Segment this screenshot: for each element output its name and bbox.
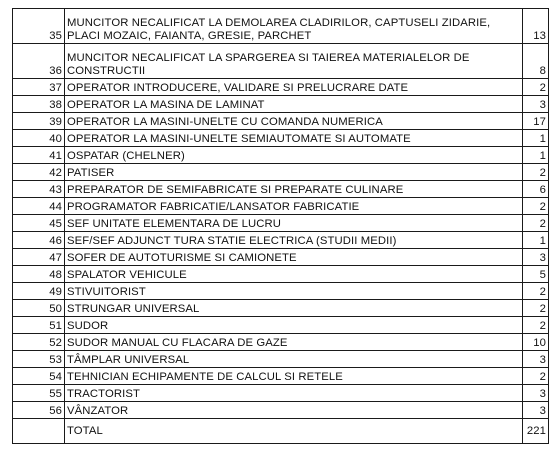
position-count: 1 bbox=[523, 147, 549, 164]
position-count: 8 bbox=[523, 44, 549, 79]
occupation-name bbox=[65, 9, 523, 44]
occupation-name-line: OPERATOR LA MASINI-UNELTE SEMIAUTOMATE SI AUTOMATE bbox=[67, 133, 411, 145]
table-row bbox=[13, 351, 549, 368]
table-row bbox=[13, 164, 549, 181]
occupation-name-line: TEHNICIAN ECHIPAMENTE DE CALCUL SI RETELE bbox=[67, 371, 343, 383]
occupation-name-line: SUDOR bbox=[67, 320, 109, 332]
table-row bbox=[13, 9, 549, 44]
table-row bbox=[13, 283, 549, 300]
occupation-name-line: OSPATAR (CHELNER) bbox=[67, 150, 185, 162]
table-body bbox=[13, 9, 549, 444]
occupation-name bbox=[65, 164, 523, 181]
table-row bbox=[13, 368, 549, 385]
table-row bbox=[13, 130, 549, 147]
table-row bbox=[13, 147, 549, 164]
row-number: 46 bbox=[13, 232, 65, 249]
row-number: 37 bbox=[13, 79, 65, 96]
row-number: 43 bbox=[13, 181, 65, 198]
table-row bbox=[13, 300, 549, 317]
position-count: 2 bbox=[523, 215, 549, 232]
row-number: 47 bbox=[13, 249, 65, 266]
row-number: 38 bbox=[13, 96, 65, 113]
occupation-name-line: VÂNZATOR bbox=[67, 405, 129, 417]
position-count: 6 bbox=[523, 181, 549, 198]
occupation-name bbox=[65, 317, 523, 334]
table-row bbox=[13, 385, 549, 402]
row-number: 50 bbox=[13, 300, 65, 317]
row-number: 40 bbox=[13, 130, 65, 147]
occupation-name-line: MUNCITOR NECALIFICAT LA SPARGEREA SI TAIEREA MATERIALELOR DE bbox=[67, 52, 470, 64]
occupation-name-line: SOFER DE AUTOTURISME SI CAMIONETE bbox=[67, 252, 297, 264]
total-number-cell bbox=[13, 419, 65, 444]
row-number: 54 bbox=[13, 368, 65, 385]
occupation-name-line: OPERATOR INTRODUCERE, VALIDARE SI PRELUCRARE DATE bbox=[67, 82, 409, 94]
occupation-name bbox=[65, 147, 523, 164]
occupation-name-line: PLACI MOZAIC, FAIANTA, GRESIE, PARCHET bbox=[67, 30, 312, 42]
occupation-name-line: SPALATOR VEHICULE bbox=[67, 269, 187, 281]
occupation-name bbox=[65, 181, 523, 198]
occupation-name bbox=[65, 334, 523, 351]
position-count: 1 bbox=[523, 232, 549, 249]
position-count: 10 bbox=[523, 334, 549, 351]
occupation-name bbox=[65, 351, 523, 368]
row-number: 55 bbox=[13, 385, 65, 402]
occupation-name bbox=[65, 232, 523, 249]
table-row bbox=[13, 181, 549, 198]
table-row bbox=[13, 249, 549, 266]
position-count: 2 bbox=[523, 300, 549, 317]
occupation-name bbox=[65, 402, 523, 419]
row-number: 45 bbox=[13, 215, 65, 232]
occupation-name bbox=[65, 130, 523, 147]
row-number: 41 bbox=[13, 147, 65, 164]
row-number: 39 bbox=[13, 113, 65, 130]
table-row bbox=[13, 402, 549, 419]
position-count: 17 bbox=[523, 113, 549, 130]
occupation-name bbox=[65, 249, 523, 266]
position-count: 2 bbox=[523, 368, 549, 385]
occupation-name-line: OPERATOR LA MASINA DE LAMINAT bbox=[67, 99, 265, 111]
occupation-name bbox=[65, 79, 523, 96]
position-count: 13 bbox=[523, 9, 549, 44]
row-number: 36 bbox=[13, 44, 65, 79]
table-row bbox=[13, 266, 549, 283]
occupation-name bbox=[65, 215, 523, 232]
row-number: 56 bbox=[13, 402, 65, 419]
occupation-name-line: PATISER bbox=[67, 167, 115, 179]
occupation-name-line: CONSTRUCTII bbox=[67, 65, 146, 77]
position-count: 5 bbox=[523, 266, 549, 283]
occupation-name-line: STRUNGAR UNIVERSAL bbox=[67, 303, 200, 315]
occupation-name-line: MUNCITOR NECALIFICAT LA DEMOLAREA CLADIRILOR, CAPTUSELI ZIDARIE, bbox=[67, 17, 491, 29]
occupation-name bbox=[65, 300, 523, 317]
total-label: TOTAL bbox=[65, 419, 523, 444]
occupation-name-line: SEF UNITATE ELEMENTARA DE LUCRU bbox=[67, 218, 282, 230]
occupation-name bbox=[65, 113, 523, 130]
occupation-name-line: SUDOR MANUAL CU FLACARA DE GAZE bbox=[67, 337, 288, 349]
row-number: 48 bbox=[13, 266, 65, 283]
occupation-name-line: TRACTORIST bbox=[67, 388, 140, 400]
table-row bbox=[13, 44, 549, 79]
occupation-name bbox=[65, 368, 523, 385]
position-count: 3 bbox=[523, 402, 549, 419]
position-count: 3 bbox=[523, 351, 549, 368]
row-number: 42 bbox=[13, 164, 65, 181]
total-value: 221 bbox=[523, 419, 549, 444]
row-number: 44 bbox=[13, 198, 65, 215]
position-count: 2 bbox=[523, 198, 549, 215]
occupation-name-line: PROGRAMATOR FABRICATIE/LANSATOR FABRICATIE bbox=[67, 201, 360, 213]
row-number: 35 bbox=[13, 9, 65, 44]
occupation-name bbox=[65, 96, 523, 113]
position-count: 3 bbox=[523, 385, 549, 402]
table-row bbox=[13, 232, 549, 249]
position-count: 2 bbox=[523, 79, 549, 96]
row-number: 49 bbox=[13, 283, 65, 300]
table-row bbox=[13, 334, 549, 351]
position-count: 3 bbox=[523, 96, 549, 113]
occupation-name-line: SEF/SEF ADJUNCT TURA STATIE ELECTRICA (STUDII MEDII) bbox=[67, 235, 397, 247]
table-row bbox=[13, 79, 549, 96]
table-row bbox=[13, 198, 549, 215]
occupation-name bbox=[65, 283, 523, 300]
row-number: 53 bbox=[13, 351, 65, 368]
table-row bbox=[13, 215, 549, 232]
table-row bbox=[13, 96, 549, 113]
table-row bbox=[13, 317, 549, 334]
position-count: 3 bbox=[523, 249, 549, 266]
position-count: 2 bbox=[523, 164, 549, 181]
row-number: 51 bbox=[13, 317, 65, 334]
row-number: 52 bbox=[13, 334, 65, 351]
occupation-name bbox=[65, 198, 523, 215]
position-count: 1 bbox=[523, 130, 549, 147]
total-row bbox=[13, 419, 549, 444]
occupation-name-line: TÂMPLAR UNIVERSAL bbox=[67, 354, 190, 366]
position-count: 2 bbox=[523, 283, 549, 300]
occupation-name bbox=[65, 266, 523, 283]
occupation-name-line: PREPARATOR DE SEMIFABRICATE SI PREPARATE CULINARE bbox=[67, 184, 404, 196]
occupation-name bbox=[65, 385, 523, 402]
position-count: 2 bbox=[523, 317, 549, 334]
occupation-name-line: STIVUITORIST bbox=[67, 286, 146, 298]
occupations-table bbox=[12, 8, 549, 444]
table-row bbox=[13, 113, 549, 130]
occupation-name-line: OPERATOR LA MASINI-UNELTE CU COMANDA NUMERICA bbox=[67, 116, 383, 128]
occupation-name bbox=[65, 44, 523, 79]
